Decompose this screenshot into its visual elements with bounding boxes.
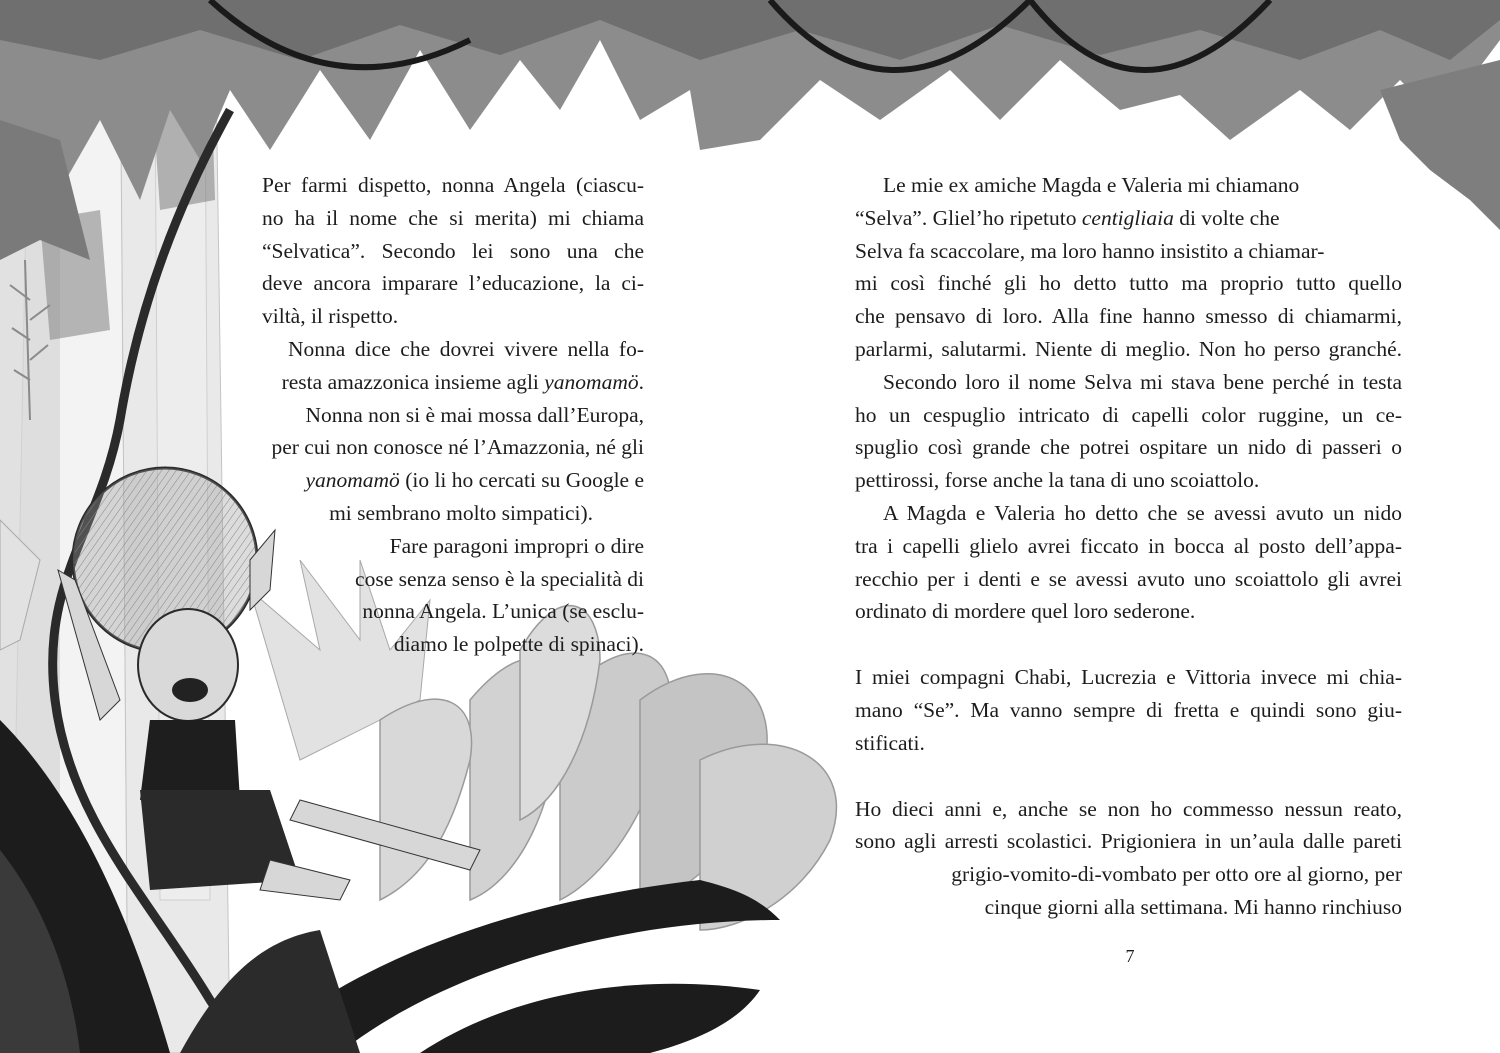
text-line: Nonna non si è mai mossa dall’Europa, — [305, 402, 644, 427]
left-page-text — [262, 169, 644, 661]
text-line: tra i capelli glielo avrei ficcato in bocca al posto dell’appa- — [855, 533, 1402, 558]
text-line: ordinato di mordere quel loro sederone. — [855, 599, 1196, 624]
text-line: diamo le polpette di spinaci). — [393, 632, 644, 657]
text-line: deve ancora imparare l’educazione, la ci- — [262, 271, 644, 296]
text-line: ho un cespuglio intricato di capelli color ruggine, un ce- — [855, 402, 1402, 427]
text-line: recchio per i denti e se avessi avuto uno scoiattolo gli avrei — [855, 566, 1402, 591]
text-line: grigio-vomito-di-vombato per otto ore al giorno, per — [951, 862, 1402, 887]
page-number: 7 — [1125, 946, 1135, 966]
text-line: mano “Se”. Ma vanno sempre di fretta e quindi sono giu- — [855, 697, 1402, 722]
paragraph-gap — [855, 628, 1402, 661]
text-line: A Magda e Valeria ho detto che se avessi avuto un nido — [883, 500, 1402, 525]
text-line: sono agli arresti scolastici. Prigioniera in un’aula dalle pareti — [855, 829, 1402, 854]
right-page-text — [855, 169, 1402, 924]
text-line: no ha il nome che si merita) mi chiama — [262, 205, 644, 230]
text-line: Selva fa scaccolare, ma loro hanno insistito a chiamar- — [855, 238, 1325, 263]
italic-word: yanomamö — [544, 369, 639, 394]
text-span: . — [638, 369, 644, 394]
text-line: cinque giorni alla settimana. Mi hanno rinchiuso — [984, 894, 1402, 919]
text-line: viltà, il rispetto. — [262, 304, 399, 329]
text-line — [262, 366, 644, 399]
text-span: “Selva”. Gliel’ho ripetuto — [855, 205, 1082, 230]
text-line: Le mie ex amiche Magda e Valeria mi chiamano — [883, 173, 1300, 197]
italic-word: centigliaia — [1081, 205, 1174, 230]
text-span: di volte che — [1173, 205, 1280, 230]
text-line: cose senza senso è la specialità di — [355, 566, 644, 591]
text-line — [262, 464, 644, 497]
text-line: nonna Angela. L’unica (se esclu- — [362, 599, 644, 624]
text-line: Ho dieci anni e, anche se non ho commesso nessun reato, — [855, 796, 1402, 821]
text-line: stificati. — [855, 730, 925, 755]
text-line: Nonna dice che dovrei vivere nella fo- — [288, 336, 644, 361]
text-line: mi così finché gli ho detto tutto ma proprio tutto quello — [855, 271, 1402, 296]
text-line: mi sembrano molto simpatici). — [329, 500, 593, 525]
text-line: per cui non conosce né l’Amazzonia, né gli — [271, 435, 644, 460]
text-line: Fare paragoni impropri o dire — [389, 533, 644, 558]
text-line: spuglio così grande che potrei ospitare un nido di passeri o — [855, 435, 1402, 460]
text-line: “Selvatica”. Secondo lei sono una che — [262, 238, 644, 263]
paragraph-gap — [855, 760, 1402, 793]
text-span: resta amazzonica insieme agli — [281, 369, 545, 394]
text-span: (io li ho cercati su Google e — [399, 468, 644, 493]
text-line: Secondo loro il nome Selva mi stava bene perché in testa — [883, 369, 1402, 394]
text-line: I miei compagni Chabi, Lucrezia e Vittoria invece mi chia- — [855, 665, 1402, 690]
text-line: che pensavo di loro. Alla fine hanno smesso di chiamarmi, — [855, 304, 1402, 329]
text-line — [855, 202, 1402, 235]
text-line: pettirossi, forse anche la tana di uno scoiattolo. — [855, 468, 1260, 493]
text-line: parlarmi, salutarmi. Niente di meglio. Non ho perso granché. — [855, 336, 1402, 361]
text-line: Per farmi dispetto, nonna Angela (ciascu- — [262, 173, 644, 197]
italic-word: yanomamö — [305, 468, 400, 493]
